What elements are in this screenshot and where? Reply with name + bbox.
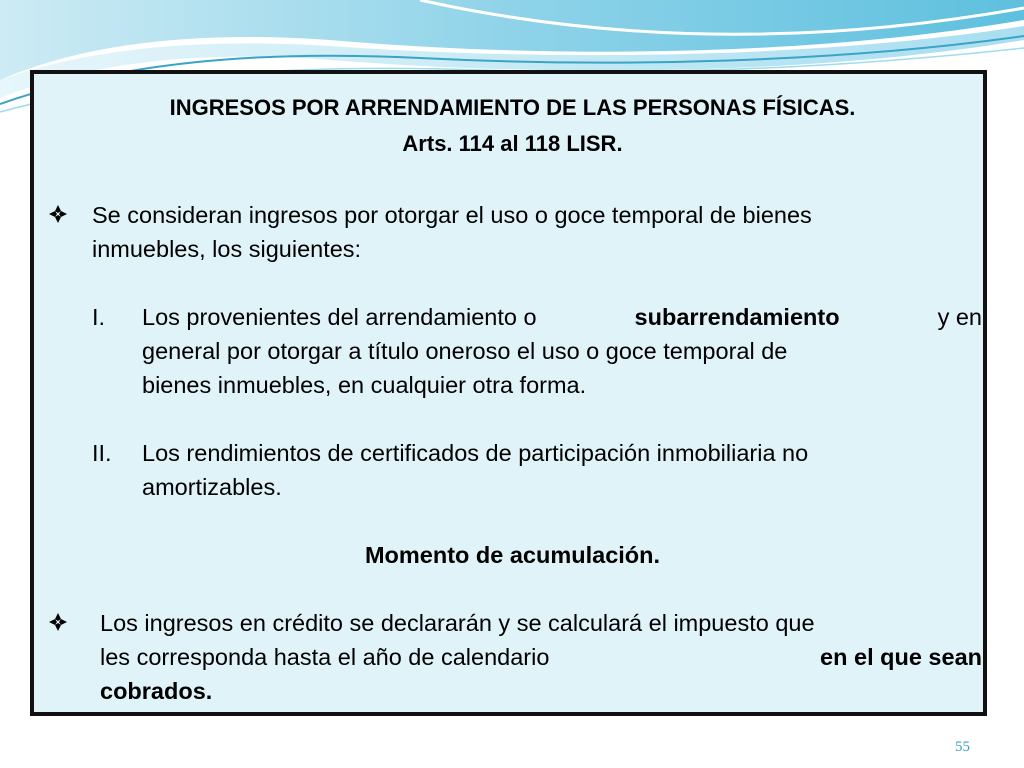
- item-2-line-2: amortizables.: [142, 474, 282, 500]
- title-line-2: Arts. 114 al 118 LISR.: [402, 131, 623, 156]
- content-box: [30, 70, 987, 716]
- title-line-1: INGRESOS POR ARRENDAMIENTO DE LAS PERSONAS FÍSICAS.: [169, 95, 856, 120]
- item-2-line-1: Los rendimientos de certificados de participación inmobiliaria no: [142, 440, 809, 466]
- bullet-2-line-1: Los ingresos en crédito se declararán y se calculará el impuesto que: [100, 610, 815, 636]
- section-heading: Momento de acumulación.: [364, 542, 661, 568]
- item-1-line-2: general por otorgar a título oneroso el uso o goce temporal de: [142, 338, 788, 364]
- bullet-2-line-2: [100, 640, 982, 674]
- diamond-bullet-icon: [48, 612, 68, 632]
- item-1-line-1: [142, 300, 982, 334]
- item-1-bold-term: subarrendamiento: [634, 304, 840, 330]
- bullet-1-line-1: Se consideran ingresos por otorgar el uso o goce temporal de bienes: [92, 202, 812, 228]
- item-1-line-3: bienes inmuebles, en cualquier otra forma.: [142, 372, 587, 398]
- bullet-2-line-2-bold: en el que sean: [820, 644, 982, 670]
- bullet-2-line-3: cobrados.: [100, 678, 213, 704]
- diamond-bullet-icon: [48, 204, 68, 224]
- item-1-numeral: I.: [92, 304, 106, 330]
- bullet-1-line-2: inmuebles, los siguientes:: [92, 236, 362, 262]
- item-2-numeral: II.: [92, 440, 112, 466]
- slide-number: 55: [955, 739, 970, 755]
- item-1-line-1-start: Los provenientes del arrendamiento o: [142, 304, 537, 330]
- bullet-2-line-2-start: les corresponda hasta el año de calendario: [100, 644, 550, 670]
- item-1-line-1-end: y en: [937, 304, 982, 330]
